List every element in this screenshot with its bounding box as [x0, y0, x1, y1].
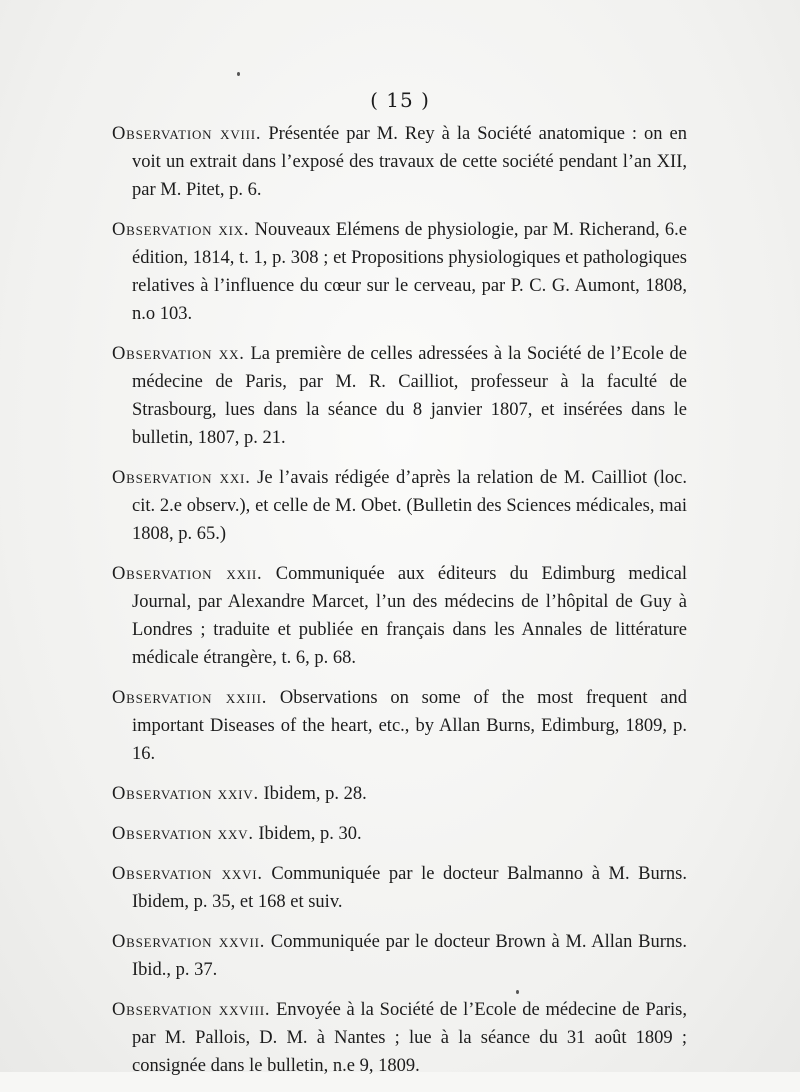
observation-text: Ibidem, p. 28.: [258, 784, 367, 804]
observation-entry: [112, 560, 687, 672]
observation-entry: [112, 216, 687, 328]
observation-heading: Observation xxvi.: [112, 864, 263, 884]
observation-heading: Observation xxi.: [112, 468, 251, 488]
observation-heading: Observation xviii.: [112, 124, 262, 144]
observation-text: Envoyée à la Société de l’Ecole de médecine de Paris, par M. Pallois, D. M. à Nantes ; lue à la séance du 31 août 1809 ; consignée dans le bulletin, n.e 9, 1809.: [132, 1000, 688, 1076]
observation-heading: Observation xxii.: [112, 564, 263, 584]
observation-heading: Observation xxiii.: [112, 688, 268, 708]
observation-entry: [112, 820, 687, 848]
observation-entry: [112, 120, 687, 204]
observation-entry: [112, 684, 687, 768]
page-number: ( 15 ): [370, 88, 430, 112]
observation-entry: [112, 928, 687, 984]
observation-entry: [112, 996, 687, 1080]
observation-heading: Observation xxviii.: [112, 1000, 271, 1020]
observation-text: Observations on some of the most frequent and important Diseases of the heart, etc., by Allan Burns, Edimburg, 1809, p. 16.: [132, 688, 687, 764]
observation-text: Je l’avais rédigée d’après la relation de M. Cailliot (loc. cit. 2.e observ.), et celle de M. Obet. (Bulletin des Sciences médicales, mai 1808, p. 65.): [132, 468, 687, 544]
observation-entry: [112, 464, 687, 548]
observation-list: [112, 120, 687, 1092]
observation-heading: Observation xix.: [112, 220, 250, 240]
observation-text: Communiquée par le docteur Balmanno à M. Burns. Ibidem, p. 35, et 168 et suiv.: [132, 864, 687, 912]
observation-heading: Observation xxvii.: [112, 932, 266, 952]
observation-entry: [112, 780, 687, 808]
observation-text: Ibidem, p. 30.: [253, 824, 362, 844]
observation-entry: [112, 340, 687, 452]
observation-entry: [112, 860, 687, 916]
observation-text: Communiquée aux éditeurs du Edimburg medical Journal, par Alexandre Marcet, l’un des médecins de l’hôpital de Guy à Londres ; traduite et publiée en français dans les Annales de littérature médicale étrangère, t. 6, p. 68.: [132, 564, 687, 668]
observation-text: Nouveaux Elémens de physiologie, par M. Richerand, 6.e édition, 1814, t. 1, p. 308 ; et Propositions physiologiques et pathologiques relatives à l’influence du cœur sur le cerveau, par P. C. G. Aumont, 1808, n.o 103.: [132, 220, 687, 324]
ink-speck: [237, 72, 240, 76]
observation-heading: Observation xxv.: [112, 824, 254, 844]
observation-text: Communiquée par le docteur Brown à M. Allan Burns. Ibid., p. 37.: [132, 932, 687, 980]
observation-heading: Observation xx.: [112, 344, 245, 364]
observation-text: Présentée par M. Rey à la Société anatomique : on en voit un extrait dans l’exposé des travaux de cette société pendant l’an XII, par M. Pitet, p. 6.: [132, 124, 687, 200]
observation-heading: Observation xxiv.: [112, 784, 259, 804]
observation-text: La première de celles adressées à la Société de l’Ecole de médecine de Paris, par M. R. Cailliot, professeur à la faculté de Strasbourg, lues dans la séance du 8 janvier 1807, et insérées dans le bulletin, 1807, p. 21.: [132, 344, 687, 448]
